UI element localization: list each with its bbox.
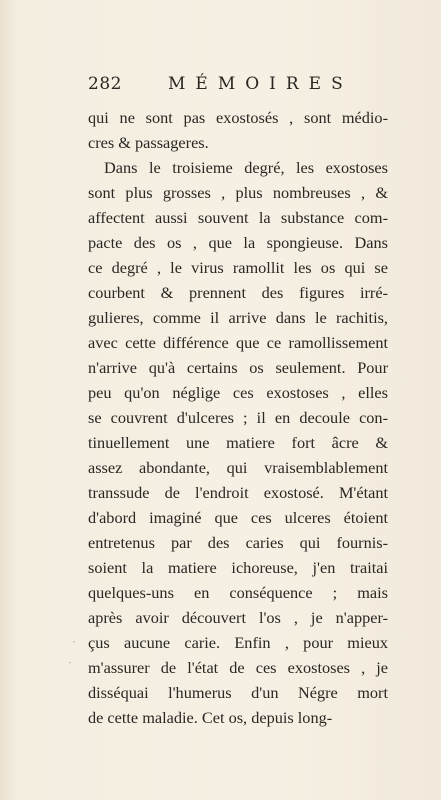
text-line: quelques-uns en conséquence ; mais [88, 583, 388, 602]
text-line: Dans le troisieme degré, les exostoses [104, 158, 388, 177]
text-line: m'assurer de l'état de ces exostoses , je [88, 658, 388, 677]
text-line: courbent & prennent des figures irré- [88, 283, 388, 302]
text-line: soient la matiere ichoreuse, j'en traitai [88, 558, 388, 577]
text-line: tinuellement une matiere fort âcre & [88, 433, 388, 452]
text-line: d'abord imaginé que ces ulceres étoient [88, 508, 388, 527]
text-line: assez abondante, qui vraisemblablement [88, 458, 388, 477]
body-text [88, 105, 388, 730]
text-line: se couvrent d'ulceres ; il en decoule con- [88, 408, 388, 427]
text-line: entretenus par des caries qui fournis- [88, 533, 388, 552]
text-line: affectent aussi souvent la substance com- [88, 208, 388, 227]
text-line: peu qu'on néglige ces exostoses , elles [88, 383, 388, 402]
text-line: pacte des os , que la spongieuse. Dans [88, 233, 388, 252]
text-line: cres & passageres. [88, 133, 209, 152]
text-line: ce degré , le virus ramollit les os qui se [88, 258, 388, 277]
page-number: 282 [88, 74, 122, 94]
page-header [88, 74, 388, 96]
text-line: de cette maladie. Cet os, depuis long- [88, 708, 333, 727]
text-line: après avoir découvert l'os , je n'apper- [88, 608, 388, 627]
text-line: avec cette différence que ce ramollissement [88, 333, 388, 352]
text-line: gulieres, comme il arrive dans le rachitis, [88, 308, 388, 327]
text-line: sont plus grosses , plus nombreuses , & [88, 183, 388, 202]
text-line: çus aucune carie. Enfin , pour mieux [88, 633, 388, 652]
text-line: transsude de l'endroit exostosé. M'étant [88, 483, 388, 502]
text-line: n'arrive qu'à certains os seulement. Pour [88, 358, 388, 377]
margin-smudge: · [68, 656, 72, 670]
running-title: MÉMOIRES [168, 74, 353, 94]
text-line: qui ne sont pas exostosés , sont médio- [88, 108, 388, 127]
text-line: disséquai l'humerus d'un Négre mort [88, 683, 388, 702]
margin-smudge: · [72, 635, 76, 649]
